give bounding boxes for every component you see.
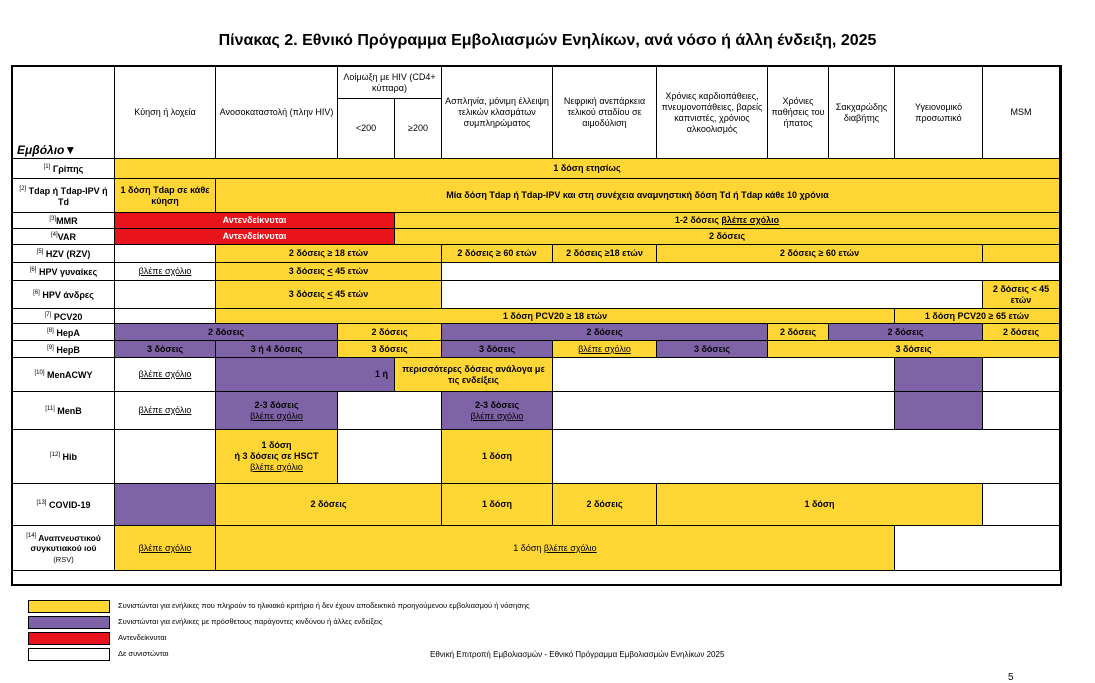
cell: 1 δόση xyxy=(442,430,553,484)
cell: 2 δόσεις xyxy=(338,324,442,341)
see-comment-link[interactable]: βλέπε σχόλιο xyxy=(138,542,192,553)
cell: 1-2 δόσεις βλέπε σχόλιο xyxy=(395,213,1060,229)
vaccination-schedule-table xyxy=(12,66,1060,571)
cell: 2 δόσεις xyxy=(216,484,442,526)
cell: 1 δόση xyxy=(657,484,983,526)
vaccine-name: [13] COVID-19 xyxy=(13,484,115,526)
vaccine-name: [6] HPV γυναίκες xyxy=(13,263,115,281)
cell xyxy=(115,358,216,392)
cell: 2 δόσεις xyxy=(115,324,338,341)
cell xyxy=(115,263,216,281)
cell xyxy=(553,358,895,392)
cell: 2 δόσεις xyxy=(983,324,1060,341)
table-row xyxy=(13,159,1060,179)
legend-swatch-purple xyxy=(28,616,110,629)
cell xyxy=(553,341,657,358)
see-comment-link[interactable]: βλέπε σχόλιο xyxy=(470,410,524,421)
vaccine-name: [4]VAR xyxy=(13,229,115,245)
cell: 3 δόσεις xyxy=(115,341,216,358)
cell: 3 δόσεις xyxy=(657,341,768,358)
header-pregnancy: Κύηση ή λοχεία xyxy=(115,67,216,159)
cell xyxy=(983,358,1060,392)
table-row xyxy=(13,245,1060,263)
cell: 3 ή 4 δόσεις xyxy=(216,341,338,358)
cell: 1 δόση ή 3 δόσεις σε HSCT βλέπε σχόλιο xyxy=(216,430,338,484)
cell: Αντενδείκνυται xyxy=(115,213,395,229)
cell: 2 δόσεις ≥ 18 ετών xyxy=(216,245,442,263)
cell: 1 ή xyxy=(216,358,395,392)
see-comment-link[interactable]: βλέπε σχόλιο xyxy=(138,266,192,276)
cell: 2 δόσεις xyxy=(768,324,829,341)
page-number: 5 xyxy=(1008,672,1014,683)
vaccine-name: [10] MenACWY xyxy=(13,358,115,392)
legend-red-label: Αντενδείκνυται xyxy=(118,633,167,642)
header-msm: MSM xyxy=(983,67,1060,159)
cell xyxy=(895,392,983,430)
table-row xyxy=(13,392,1060,430)
header-hiv-lt200: <200 xyxy=(338,99,395,159)
table-row xyxy=(13,484,1060,526)
cell xyxy=(983,484,1060,526)
cell xyxy=(115,430,216,484)
cell: 3 δόσεις xyxy=(768,341,1060,358)
cell xyxy=(983,245,1060,263)
cell: 2 δόσεις xyxy=(829,324,983,341)
vaccine-column-header: Εμβόλιο▼ xyxy=(13,67,115,159)
vaccine-name: [11] MenB xyxy=(13,392,115,430)
cell xyxy=(338,392,442,430)
header-health-workers: Υγειονομικό προσωπικό xyxy=(895,67,983,159)
cell xyxy=(442,281,983,309)
cell: 2 δόσεις xyxy=(442,324,768,341)
cell xyxy=(553,392,895,430)
cell xyxy=(895,358,983,392)
cell: Μία δόση Tdap ή Tdap-IPV και στη συνέχεια αναμνηστική δόση Td ή Tdap κάθε 10 χρόνια xyxy=(216,179,1060,213)
cell xyxy=(115,245,216,263)
cell: 2 δόσεις ≥18 ετών xyxy=(553,245,657,263)
see-comment-link[interactable]: βλέπε σχόλιο xyxy=(721,215,780,225)
cell: 2-3 δόσεις βλέπε σχόλιο xyxy=(442,392,553,430)
cell: περισσότερες δόσεις ανάλογα με τις ενδείξεις xyxy=(395,358,553,392)
cell: 2 δόσεις xyxy=(395,229,1060,245)
vaccine-name: [7] PCV20 xyxy=(13,309,115,324)
header-hiv: Λοίμωξη με HIV (CD4+ κύτταρα) xyxy=(338,67,442,99)
legend-yellow-label: Συνιστώνται για ενήλικες που πληρούν το ηλικιακό κριτήριο ή δεν έχουν αποδεικτικό προηγούμενου εμβολιασμού ή νόσησης xyxy=(118,601,530,610)
vaccine-name: [14] Αναπνευστικού συγκυτιακού ιού (RSV) xyxy=(13,526,115,571)
table-row xyxy=(13,526,1060,571)
see-comment-link[interactable]: βλέπε σχόλιο xyxy=(250,410,303,421)
vaccine-name: [6] HPV άνδρες xyxy=(13,281,115,309)
cell: 3 δόσεις xyxy=(442,341,553,358)
header-diabetes: Σακχαρώδης διαβήτης xyxy=(829,67,895,159)
cell xyxy=(115,309,216,324)
cell xyxy=(115,484,216,526)
footer-text: Εθνική Επιτροπή Εμβολιασμών - Εθνικό Πρόγραμμα Εμβολιασμών Ενηλίκων 2025 xyxy=(430,650,725,659)
cell xyxy=(115,281,216,309)
table-row xyxy=(13,309,1060,324)
table-row xyxy=(13,213,1060,229)
cell: 2-3 δόσεις βλέπε σχόλιο xyxy=(216,392,338,430)
see-comment-link[interactable]: βλέπε σχόλιο xyxy=(138,369,192,379)
vaccine-name: [8] HepA xyxy=(13,324,115,341)
cell xyxy=(983,392,1060,430)
header-chronic: Χρόνιες καρδιοπάθειες, πνευμονοπάθειες, βαρείς καπνιστές, χρόνιος αλκοολισμός xyxy=(657,67,768,159)
vaccine-name: [1] Γρίπης xyxy=(13,159,115,179)
table-row xyxy=(13,229,1060,245)
cell: 1 δόση PCV20 ≥ 18 ετών xyxy=(216,309,895,324)
cell: 2 δόσεις < 45 ετών xyxy=(983,281,1060,309)
legend-swatch-red xyxy=(28,632,110,645)
table-row xyxy=(13,263,1060,281)
page-title: Πίνακας 2. Εθνικό Πρόγραμμα Εμβολιασμών Ενηλίκων, ανά νόσο ή άλλη ένδειξη, 2025 xyxy=(218,32,877,49)
cell: 3 δόσεις < 45 ετών xyxy=(216,281,442,309)
see-comment-link[interactable]: βλέπε σχόλιο xyxy=(250,462,303,472)
see-comment-link[interactable]: βλέπε σχόλιο xyxy=(138,405,192,415)
vaccine-name: [3]MMR xyxy=(13,213,115,229)
header-asplenia: Ασπληνία, μόνιμη έλλειψη τελικών κλασμάτων συμπληρώματος xyxy=(442,67,553,159)
header-immunosuppression: Ανοσοκαταστολή (πλην HIV) xyxy=(216,67,338,159)
see-comment-link[interactable]: βλέπε σχόλιο xyxy=(578,343,631,354)
cell: 2 δόσεις ≥ 60 ετών xyxy=(442,245,553,263)
cell: 2 δόσεις ≥ 60 ετών xyxy=(657,245,983,263)
cell xyxy=(338,430,442,484)
cell: 1 δόση xyxy=(442,484,553,526)
table-row xyxy=(13,358,1060,392)
cell xyxy=(553,430,1060,484)
vaccine-name: [12] Hib xyxy=(13,430,115,484)
legend-purple-label: Συνιστώνται για ενήλικες με πρόσθετους παράγοντες κινδύνου ή άλλες ενδείξεις xyxy=(118,617,383,626)
table-row xyxy=(13,341,1060,358)
table-row xyxy=(13,179,1060,213)
legend-swatch-white xyxy=(28,648,110,661)
header-liver: Χρόνιες παθήσεις του ήπατος xyxy=(768,67,829,159)
cell: Αντενδείκνυται xyxy=(115,229,395,245)
legend-white-label: Δε συνιστώνται xyxy=(118,649,169,658)
table-row xyxy=(13,430,1060,484)
header-hiv-ge200: ≥200 xyxy=(395,99,442,159)
vaccine-name: [2] Tdap ή Tdap-IPV ή Td xyxy=(13,179,115,213)
cell: 3 δόσεις < 45 ετών xyxy=(216,263,442,281)
cell: 2 δόσεις xyxy=(553,484,657,526)
vaccine-name: [9] HepB xyxy=(13,341,115,358)
cell: 3 δόσεις xyxy=(338,341,442,358)
legend-swatch-yellow xyxy=(28,600,110,613)
header-renal: Νεφρική ανεπάρκεια τελικού σταδίου σε αιμοδύλιση xyxy=(553,67,657,159)
table-row xyxy=(13,281,1060,309)
cell: 1 δόση PCV20 ≥ 65 ετών xyxy=(895,309,1060,324)
see-comment-link[interactable]: βλέπε σχόλιο xyxy=(543,542,597,553)
cell: 1 δόση Tdap σε κάθε κύηση xyxy=(115,179,216,213)
table-row xyxy=(13,324,1060,341)
vaccine-name: [5] HZV (RZV) xyxy=(13,245,115,263)
cell xyxy=(895,526,1060,571)
cell: 1 δόση ετησίως xyxy=(115,159,1060,179)
cell xyxy=(442,263,1060,281)
cell xyxy=(115,392,216,430)
cell xyxy=(115,526,216,571)
cell: 1 δόση βλέπε σχόλιο xyxy=(216,526,895,571)
